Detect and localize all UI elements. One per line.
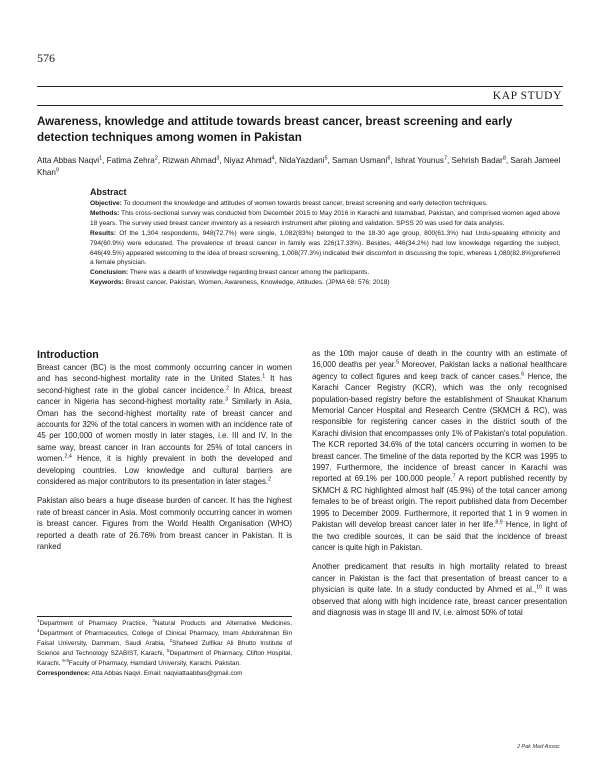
text-run: Breast cancer (BC) is the most commonly occurring cancer in women and has second-highest mortality rate in the United States. [37,363,292,384]
footnote-rule [37,616,292,617]
results-label: Results: [90,229,117,237]
page-number: 576 [37,51,55,65]
text-run: Department of Pharmacy Practice, [39,620,153,627]
text-run: Department of Pharmaceutics, College of Clinical Pharmacy, Imam Abdulrahman Bin Faisal University, Dammam, Saudi Arabia, [37,630,292,647]
citation-ref: 3 [152,617,155,623]
methods-text: This cross-sectional survey was conducted from December 2015 to May 2016 in Karachi and Islamabad, Pakistan, and comprised women aged above 18 years. The survey used breast cancer inventory as a research instrument after piloting and validation. SPSS 20 was used for data analysis. [90,209,560,227]
author-name: Niyaz Ahmad [223,156,272,165]
text-run: Moreover, Pakistan lacks a national healthcare agency to collect figures and keep track of cancer cases. [312,360,567,381]
keywords-text: Breast cancer, Pakistan, Women, Awareness, Knowledge, Attitudes. (JPMA 68: 576; 2018) [125,279,390,287]
header-rule [37,86,563,87]
citation-ref: 6 [521,371,525,378]
introduction-heading: Introduction [37,349,99,361]
text-run: Shaheed Zulfikar Ali Bhutto Institute of Science and Technology SZABIST, Karachi, [37,640,292,657]
text-run: Pakistan also bears a huge disease burden of cancer. It has the highest rate of breast cancer in Asia. Most commonly occurring cancer in women is breast cancer. Figures from the World Health Organisation (WHO) reported a death rate of 26.76% from breast cancer in Pakistan. It is ranked [37,496,292,552]
objective-text: To document the knowledge and attitudes of women towards breast cancer, breast screening and early detection techniques. [123,200,488,207]
abstract-block [90,187,560,288]
author [279,156,327,165]
text-run: Hence, it is highly prevalent in both the developed and developing countries. Low knowledge and cultural barriers are considered as major contributors to its presentation in later stages. [37,454,292,487]
correspondence [37,669,292,679]
author-affiliation-ref: 3 [216,155,220,162]
journal-footer: J Pak Med Assoc [516,744,560,750]
author-name: Sehrish Badar [451,156,503,165]
abstract-results [90,229,560,269]
conclusion-text: There was a dearth of knowledge regarding breast cancer among the participants. [129,269,370,277]
text-run: Department of Pharmacy, Clifton Hospital, Karachi, [37,650,292,667]
author-affiliation-ref: 5 [324,155,328,162]
text-run: Hence, in light of the two credible sources, it can be said that the incidence of breast cancer is quite high in Pakistan. [312,520,567,552]
section-tag: KAP STUDY [492,90,562,102]
methods-label: Methods: [90,209,120,217]
affiliations [37,619,292,669]
text-run: Similarly in Asia, Oman has the second-highest mortality rate of breast cancer and accounts for 32% of the total cancers in women with an incidence rate of 45 per 100,000 of women mostly in later stages, i.e. III and IV. In the same way, breast cancer in Iran accounts for 25% of total cancers in women. [37,397,292,464]
abstract-methods [90,209,560,229]
objective-label: Objective: [90,200,122,207]
author-affiliation-ref: 9 [55,167,59,174]
text-run: as the 10th major cause of death in the country with an estimate of 16,000 deaths per year. [312,349,567,370]
author-name: Ishrat Younus [394,156,444,165]
abstract-conclusion [90,268,560,278]
citation-ref: 8,9 [495,519,503,526]
abstract-objective [90,199,560,209]
citation-ref: 6-9 [62,657,69,663]
text-run: In Africa, breast cancer in Nigeria has second-highest mortality rate. [37,385,292,407]
author-affiliation-ref: 2 [154,155,158,162]
article-title: Awareness, knowledge and attitude towards breast cancer, breast screening and early detection techniques among women in Pakistan [37,115,513,144]
abstract-keywords [90,278,560,288]
citation-ref: 3 [225,396,229,403]
correspondence-label: Correspondence: [37,670,90,677]
text-run: Natural Products and Alternative Medicines, [154,620,292,627]
correspondence-text: Atta Abbas Naqvi. Email: naqviattaabbas@gmail.com [89,670,243,677]
author [395,156,447,165]
section-rule [37,105,563,106]
author-list: Atta Abbas Naqvi$^1$, Fatima Zehra$^2$, Rizwan Ahmad$^3$, Niyaz Ahmad$^4$, NidaYazdani$^5$, Saman Usmani$^6$, Ishrat Younus$^7$, Sehrish Badar$^8$, Sarah Jameel Khan$^9$ [37,155,561,178]
author-name: Sarah Jameel Khan [37,156,561,178]
text-run: A report published recently by SKMCH & RC highlighted almost half (45.9%) of the total cancer among females to be of breast origin. The report published data from December 1995 to December 2009. Furthermore, it reported that 1 in 9 women in Pakistan will develop breast cancer later in her life. [312,474,567,530]
text-run: it was observed that along with high incidence rate, breast cancer presentation and diagnosis was in stage III and IV, i.e. almost 50% of total [312,585,567,617]
text-run: Faculty of Pharmacy, Hamdard University, Karachi, Pakistan. [68,660,241,667]
author [107,156,158,165]
citation-ref: 2 [268,476,272,483]
author-name: Fatima Zehra [106,156,155,165]
left-column [37,348,292,561]
results-text: Of the 1,304 respondents, 948(72.7%) were single, 1,082(83%) belonged to the 18-30 age group, 800(61.3%) had Urdu-speaking ethnicity and 794(60.9%) were educated. The prevalence of breast cancer in family was 226(17.33%). Besides, 446(34.2%) had low knowledge regarding the subject, 646(49.5%) appeared welcoming to the idea of breast screening, 1,008(77.3%) indicated their discomfort in discussing the topic, whereas 1,080(82.8%)preferred a female physician. [90,229,560,267]
citation-ref: 5 [396,359,400,366]
author [37,156,102,165]
author-affiliation-ref: 6 [387,155,391,162]
author [162,156,219,165]
citation-ref: 2,4 [64,453,72,460]
keywords-label: Keywords: [90,279,124,287]
author-name: Atta Abbas Naqvi [37,156,100,165]
author-name: Rizwan Ahmad [162,156,217,165]
author-affiliation-ref: 1 [99,155,103,162]
intro-paragraph-3 [312,348,567,553]
right-column [312,348,567,626]
author-name: Saman Usmani [332,156,388,165]
conclusion-label: Conclusion: [90,269,129,277]
author-affiliation-ref: 8 [502,155,506,162]
citation-ref: 1 [262,373,266,380]
author [224,156,275,165]
citation-ref: 2 [226,385,230,392]
author-affiliation-ref: 4 [271,155,275,162]
citation-ref: 10 [536,584,543,591]
intro-paragraph-2 [37,495,292,552]
citation-ref: 7 [452,473,456,480]
citation-ref: 2 [169,637,173,643]
citation-ref: 1 [37,617,40,623]
citation-ref: 5 [167,647,170,653]
intro-paragraph-4 [312,561,567,618]
author-affiliation-ref: 7 [443,155,448,162]
author-name: NidaYazdani [279,156,325,165]
text-run: Another predicament that results in high mortality related to breast cancer in Pakistan is the fact that presentation of breast cancer to a physician is quite late. In a study conducted by Ahmed et al., [312,562,567,595]
abstract-heading: Abstract [90,187,127,197]
author [332,156,390,165]
author [452,156,506,165]
footnotes [37,619,292,679]
text-run: It has second-highest rate in the global cancer incidence. [37,374,292,395]
text-run: Hence, the Karachi Cancer Registry (KCR), which was the only recognised population-based registry before the establishment of Shaukat Khanum Memorial Cancer Hospital and Research Centre (SKMCH & RC), was responsible for registering cancer cases in the district south of the Karachi division that encompasses only 1% of Pakistan's total population. The KCR reported 34.6% of the total cancers occurring in women to be breast cancer. The timeline of the data reported by the KCR was 1995 to 1997. Furthermore, the incidence of breast cancer in Karachi was reported at 69.1% per 100,000 people. [312,371,567,484]
citation-ref: 4 [37,627,40,633]
intro-paragraph-1 [37,362,292,487]
